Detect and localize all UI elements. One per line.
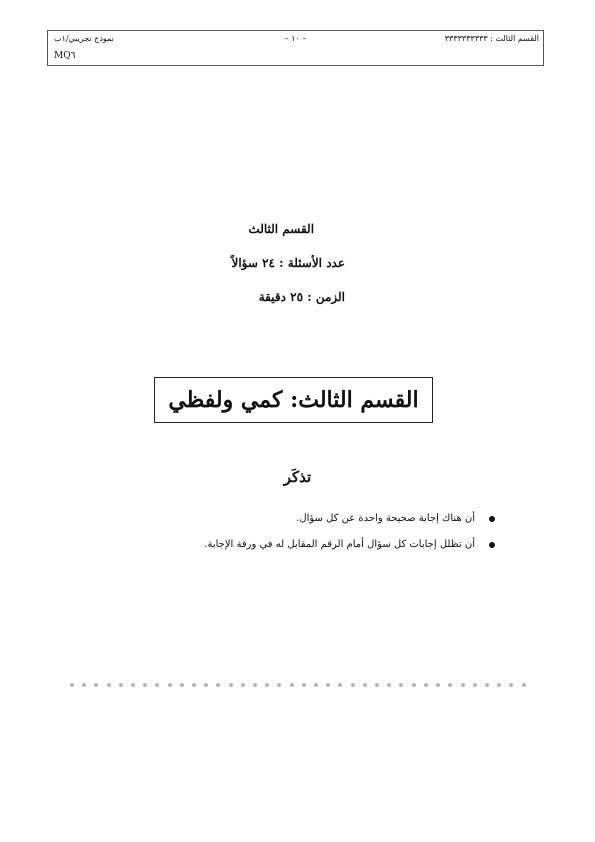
separator-dot	[204, 683, 208, 687]
separator-dot	[461, 683, 465, 687]
separator-dot	[375, 683, 379, 687]
reminder-list	[204, 512, 495, 564]
separator-dot	[70, 683, 74, 687]
remember-heading: تذكَر	[283, 468, 312, 486]
header-section-label: القسم الثالث : ٣٣٣٣٣٣٣٣٣٣	[444, 34, 539, 43]
time-allowed: الزمن : ٢٥ دقيقة	[258, 290, 345, 304]
separator-dot	[387, 683, 391, 687]
separator-dot	[399, 683, 403, 687]
page-number: – ١٠ –	[284, 34, 307, 43]
list-item	[204, 538, 495, 552]
separator-dot	[168, 683, 172, 687]
separator-dot	[180, 683, 184, 687]
section-title: القسم الثالث: كمي ولفظي	[168, 387, 419, 413]
dotted-separator	[70, 682, 526, 688]
separator-dot	[338, 683, 342, 687]
section-title-box	[154, 377, 433, 423]
separator-dot	[192, 683, 196, 687]
bullet-icon	[489, 542, 495, 548]
separator-dot	[265, 683, 269, 687]
separator-dot	[302, 683, 306, 687]
separator-dot	[241, 683, 245, 687]
separator-dot	[485, 683, 489, 687]
list-item	[204, 512, 495, 526]
separator-dot	[119, 683, 123, 687]
section-info	[231, 218, 345, 320]
separator-dot	[326, 683, 330, 687]
separator-dot	[351, 683, 355, 687]
list-item-text: أن تظلل إجابات كل سؤال أمام الرقم المقابل له في ورقة الإجابة.	[204, 539, 475, 550]
separator-dot	[363, 683, 367, 687]
separator-dot	[216, 683, 220, 687]
page-header	[47, 30, 544, 66]
separator-dot	[94, 683, 98, 687]
questions-count: عدد الأسئلة : ٢٤ سؤالاً	[231, 256, 345, 270]
separator-dot	[143, 683, 147, 687]
separator-dot	[277, 683, 281, 687]
separator-dot	[314, 683, 318, 687]
separator-dot	[412, 683, 416, 687]
separator-dot	[448, 683, 452, 687]
separator-dot	[229, 683, 233, 687]
separator-dot	[473, 683, 477, 687]
header-code: MQ٦	[54, 51, 76, 61]
section-name: القسم الثالث	[248, 222, 315, 236]
separator-dot	[424, 683, 428, 687]
separator-dot	[436, 683, 440, 687]
separator-dot	[253, 683, 257, 687]
separator-dot	[522, 683, 526, 687]
separator-dot	[82, 683, 86, 687]
separator-dot	[290, 683, 294, 687]
separator-dot	[107, 683, 111, 687]
list-item-text: أن هناك إجابة صحيحة واحدة عن كل سؤال.	[296, 513, 475, 524]
header-form-label: نموذج تجريبي/١ب	[54, 34, 114, 43]
separator-dot	[509, 683, 513, 687]
separator-dot	[497, 683, 501, 687]
separator-dot	[131, 683, 135, 687]
separator-dot	[155, 683, 159, 687]
bullet-icon	[489, 516, 495, 522]
